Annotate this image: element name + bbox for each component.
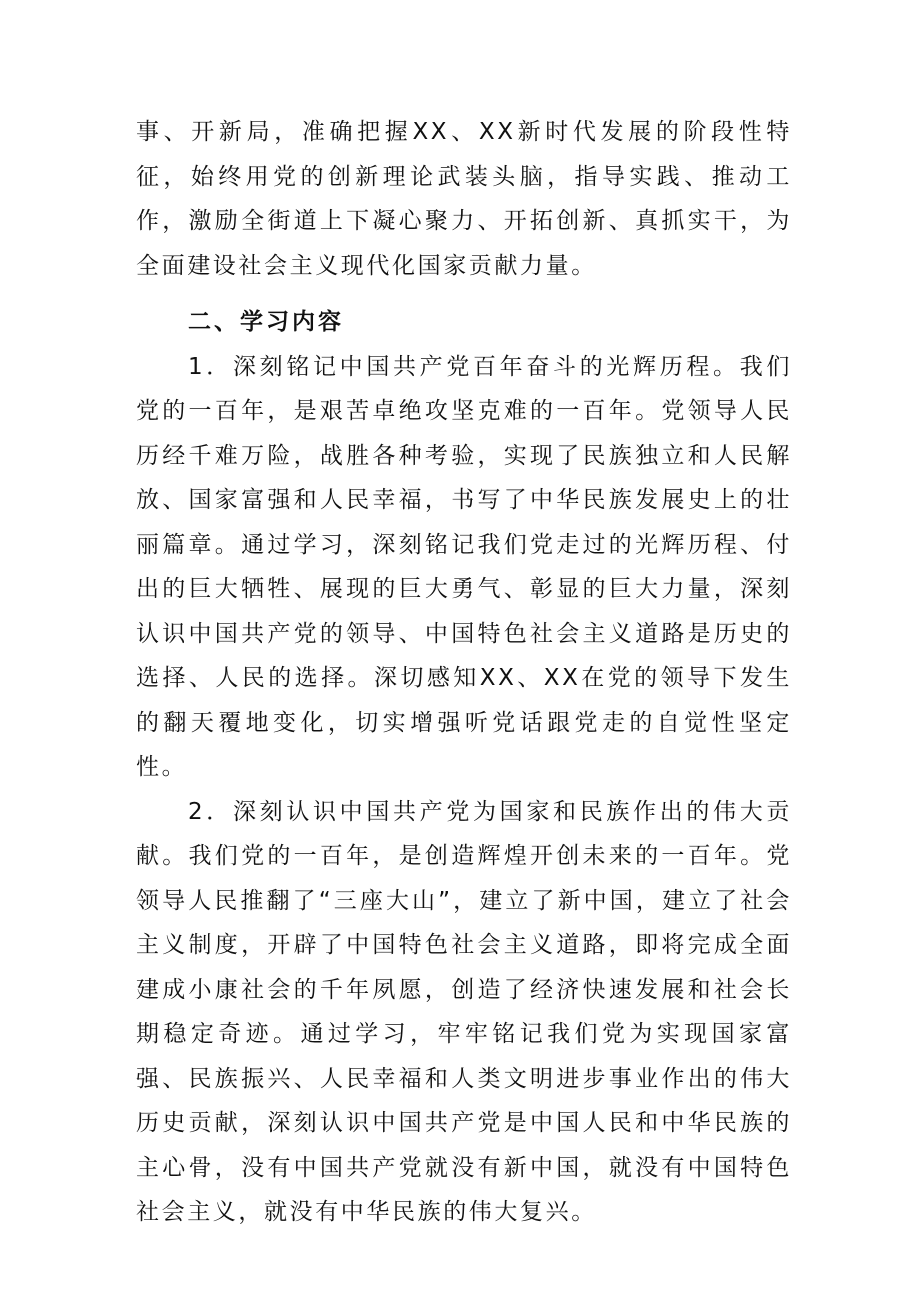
section-heading: 二、学习内容 — [188, 309, 344, 335]
continuation-paragraph: 事、开新局，准确把握XX、XX新时代发展的阶段性特征，始终用党的创新理论武装头脑，指导实践、推动工作，激励全街道上下凝心聚力、开拓创新、真抓实干，为全面建设社会主义现代化国家贡献力量。 — [136, 119, 792, 279]
paragraph-2: 2．深刻认识中国共产党为国家和民族作出的伟大贡献。我们党的一百年，是创造辉煌开创未来的一百年。党领导人民推翻了“三座大山”，建立了新中国，建立了社会主义制度，开辟了中国特色社会主义道路，即将完成全面建成小康社会的千年夙愿，创造了经济快速发展和社会长期稳定奇迹。通过学习，牢牢铭记我们党为实现国家富强、民族振兴、人民幸福和人类文明进步事业作出的伟大历史贡献，深刻认识中国共产党是中国人民和中华民族的主心骨，没有中国共产党就没有新中国，就没有中国特色社会主义，就没有中华民族的伟大复兴。 — [136, 798, 792, 1225]
section-gap — [136, 288, 792, 300]
paragraph-1: 1．深刻铭记中国共产党百年奋斗的光辉历程。我们党的一百年，是艰苦卓绝攻坚克难的一百年。党领导人民历经千难万险，战胜各种考验，实现了民族独立和人民解放、国家富强和人民幸福，书写了中华民族发展史上的壮丽篇章。通过学习，深刻铭记我们党走过的光辉历程、付出的巨大牺牲、展现的巨大勇气、彰显的巨大力量，深刻认识中国共产党的领导、中国特色社会主义道路是历史的选择、人民的选择。深切感知XX、XX在党的领导下发生的翻天覆地变化，切实增强听党话跟党走的自觉性坚定性。 — [136, 353, 792, 780]
document-body — [136, 110, 792, 1235]
